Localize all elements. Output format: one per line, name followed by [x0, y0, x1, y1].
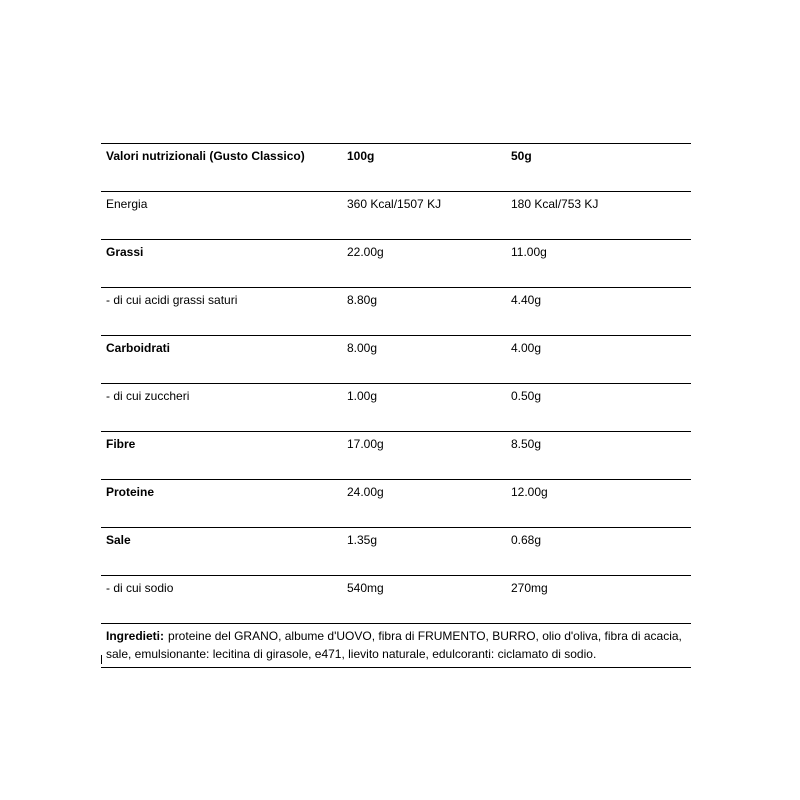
header-50g: 50g: [511, 149, 532, 163]
row-label: - di cui sodio: [106, 581, 174, 595]
row-value-50g: 270mg: [511, 581, 548, 595]
table-row: [101, 239, 691, 287]
table-row: [101, 431, 691, 479]
row-value-100g: 22.00g: [347, 245, 384, 259]
table-row: [101, 527, 691, 575]
table-row: [101, 575, 691, 623]
row-value-100g: 1.35g: [347, 533, 378, 547]
row-value-50g: 11.00g: [511, 245, 547, 259]
row-label: - di cui zuccheri: [106, 389, 190, 403]
table-row: [101, 287, 691, 335]
row-value-50g: 4.00g: [511, 341, 542, 355]
row-value-50g: 0.50g: [511, 389, 542, 403]
row-value-100g: 1.00g: [347, 389, 378, 403]
nutrition-table: [101, 143, 691, 668]
header-label: Valori nutrizionali (Gusto Classico): [106, 149, 305, 163]
table-row: [101, 191, 691, 239]
table-row: [101, 479, 691, 527]
row-value-100g: 540mg: [347, 581, 384, 595]
row-label: - di cui acidi grassi saturi: [106, 293, 238, 307]
ingredients-label: Ingredieti:: [106, 629, 165, 643]
row-value-50g: 4.40g: [511, 293, 542, 307]
row-value-100g: 17.00g: [347, 437, 384, 451]
row-label: Grassi: [106, 245, 144, 259]
row-value-100g: 360 Kcal/1507 KJ: [347, 197, 442, 211]
table-row: [101, 335, 691, 383]
table-row: [101, 383, 691, 431]
row-label: Sale: [106, 533, 131, 547]
ingredients-block: [101, 623, 691, 668]
row-label: Energia: [106, 197, 148, 211]
ingredients-text: proteine del GRANO, albume d'UOVO, fibra di FRUMENTO, BURRO, olio d'oliva, fibra di acacia, sale, emulsionante: lecitina di girasole, e471, lievito naturale, edulcoranti: ciclamato di sodio.: [106, 629, 682, 661]
row-label: Proteine: [106, 485, 155, 499]
header-100g: 100g: [347, 149, 375, 163]
row-value-100g: 8.80g: [347, 293, 378, 307]
row-value-50g: 8.50g: [511, 437, 542, 451]
row-label: Carboidrati: [106, 341, 171, 355]
row-label: Fibre: [106, 437, 136, 451]
row-value-100g: 24.00g: [347, 485, 384, 499]
row-value-50g: 0.68g: [511, 533, 542, 547]
table-header-row: [101, 143, 691, 191]
row-value-50g: 12.00g: [511, 485, 548, 499]
text-cursor: [101, 655, 102, 664]
row-value-50g: 180 Kcal/753 KJ: [511, 197, 599, 211]
row-value-100g: 8.00g: [347, 341, 378, 355]
